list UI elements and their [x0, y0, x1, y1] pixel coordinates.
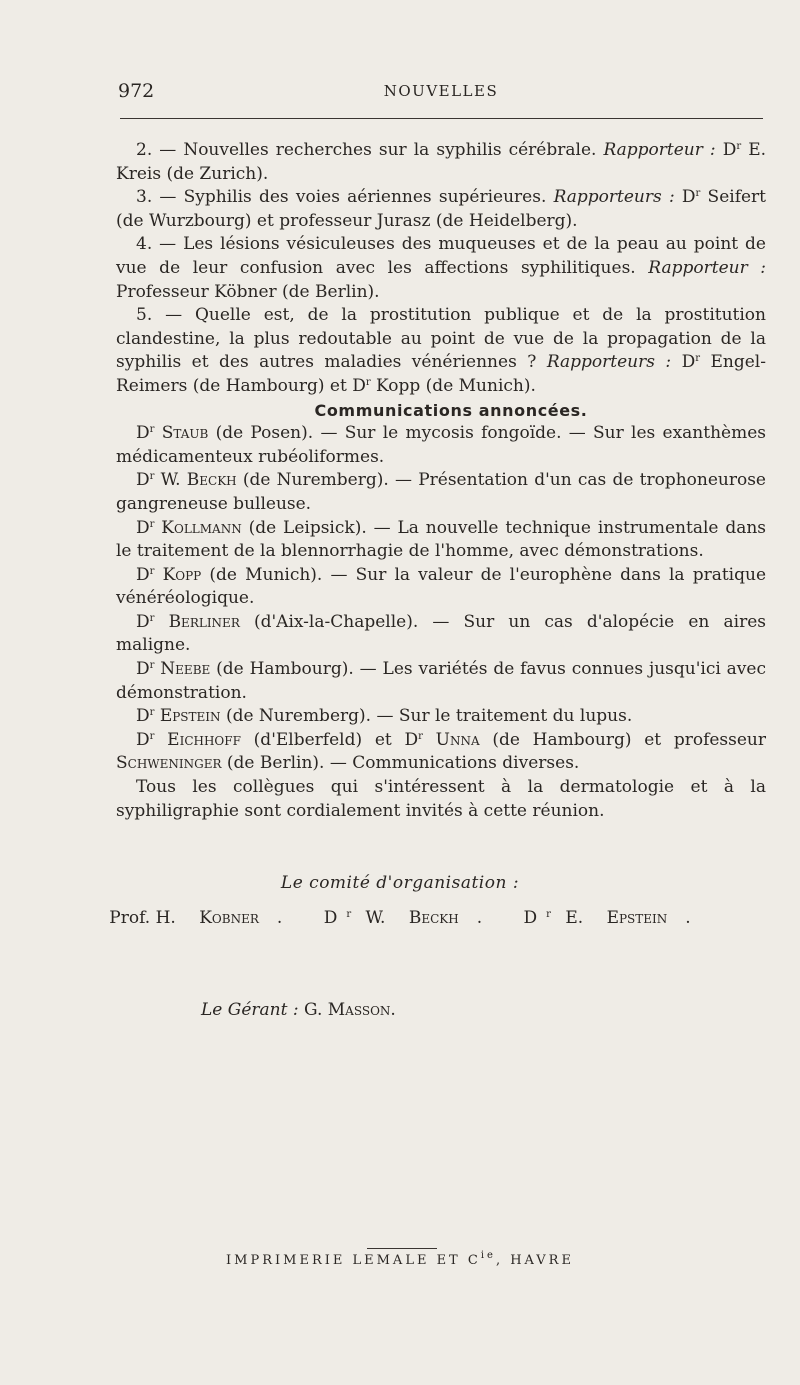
author-name: Kopp [162, 564, 202, 585]
title-prefix: D [136, 564, 150, 585]
signature-prefix: E. [559, 908, 589, 928]
superscript: r [149, 730, 155, 742]
communication-text: (d'Elberfeld) et D [240, 729, 419, 750]
title-prefix: D [136, 706, 150, 727]
item-2-role: Rapporteur : [603, 140, 716, 160]
superscript: r [346, 909, 352, 920]
signature-suffix: . [276, 908, 283, 928]
signature-name: Beckh [408, 908, 459, 928]
signature-kobner [100, 908, 291, 928]
item-2-text: 2. — Nouvelles recherches sur la syphilis cérébrale. [136, 140, 604, 160]
item-4-text: 4. — Les lésions vésiculeuses des muqueuses et de la peau au point de vue de leur confusion avec les affections syphilitiques. [116, 234, 766, 278]
item-4-name: Professeur Köbner (de Berlin). [116, 281, 380, 302]
space [154, 423, 161, 443]
committee-line: Le comité d'organisation : [280, 873, 520, 893]
title-prefix: D [674, 187, 696, 208]
item-5-role: Rapporteurs : [546, 352, 672, 373]
title-prefix: D [136, 517, 150, 538]
communication-beckh [116, 469, 766, 516]
printer-text: IMPRIMERIE LEMALE ET C [226, 1253, 481, 1268]
space [154, 612, 168, 632]
superscript: r [736, 141, 742, 152]
author-name: Neebe [160, 659, 211, 680]
gerant-line [201, 1000, 396, 1020]
superscript: r [695, 353, 701, 365]
gerant-name: Masson [327, 1000, 391, 1020]
item-2 [116, 139, 766, 186]
author-name: Berliner [168, 611, 240, 632]
signature-prefix: W. [360, 908, 391, 928]
communication-kopp [116, 564, 766, 611]
header [118, 76, 764, 106]
item-4-role: Rapporteur : [648, 257, 766, 278]
header-rule [120, 118, 763, 119]
running-title: NOUVELLES [383, 82, 499, 100]
communication-text: (d'Aix-la-Chapelle). — Sur un cas d'alopécie en aires maligne. [116, 611, 766, 656]
printer-imprint [0, 1250, 800, 1268]
communication-text: (de Posen). — Sur le mycosis fongoïde. — Sur les exanthèmes médicamenteux rubéoliformes. [116, 423, 767, 467]
body-text [116, 139, 766, 823]
communication-staub [116, 422, 766, 469]
page-number: 972 [118, 80, 155, 102]
gerant-suffix: . [390, 1000, 396, 1020]
title-prefix: D [136, 611, 150, 632]
title-prefix: D [136, 729, 150, 750]
superscript: ie [480, 1250, 496, 1261]
superscript: r [695, 188, 701, 200]
initial: W. [154, 470, 187, 491]
printer-rule [367, 1248, 437, 1249]
signature-name: Kobner [199, 908, 259, 928]
superscript: r [149, 518, 155, 530]
item-5-text: 5. — Quelle est, de la prostitution publique et de la prostitution clandestine, la plus redoutable au point de vue de la propagation de la syphilis et des autres maladies vénériennes ? [116, 305, 766, 373]
title-prefix: D [715, 140, 737, 160]
author-name: Epstein [159, 706, 221, 727]
author-name: Schweninger [116, 753, 222, 774]
title-prefix: D [136, 470, 150, 491]
communication-kollmann [116, 517, 766, 564]
signature-suffix: . [685, 908, 691, 928]
signature-suffix: . [476, 908, 483, 928]
title-prefix: D [323, 908, 338, 928]
superscript: r [149, 471, 155, 483]
signature-beckh [315, 908, 491, 928]
title-prefix: D [523, 908, 538, 928]
space [154, 730, 167, 750]
superscript: r [149, 707, 155, 719]
item-5 [116, 304, 766, 398]
author-name: Eichhoff [167, 729, 241, 750]
space [423, 730, 436, 750]
closing-paragraph: Tous les collègues qui s'intéressent à la dermatologie et à la syphiligraphie sont cordialement invités à cette réunion. [116, 777, 766, 821]
item-5-name-2: Kopp (de Munich). [370, 375, 536, 396]
communication-text: (de Hambourg) et professeur [479, 729, 767, 750]
title-prefix: D [136, 423, 150, 444]
item-4 [116, 233, 766, 304]
gerant-initial: G. [298, 1000, 328, 1020]
title-prefix: D [671, 352, 696, 373]
superscript: r [149, 565, 155, 577]
item-2-name: E. Kreis (de Zurich). [116, 140, 767, 184]
superscript: r [149, 612, 155, 624]
author-name: Kollmann [161, 517, 242, 538]
communication-text: (de Berlin). — Communications diverses. [221, 753, 580, 774]
communication-text: (de Munich). — Sur la valeur de l'europhène dans la pratique vénéréologique. [116, 564, 767, 609]
gerant-label: Le Gérant : [201, 1000, 299, 1020]
communication-epstein [116, 705, 766, 729]
communication-berliner [116, 611, 766, 658]
signatures [0, 908, 800, 928]
superscript: r [546, 909, 551, 920]
signature-epstein [515, 908, 700, 928]
space [154, 565, 162, 585]
printer-city: , HAVRE [495, 1253, 574, 1268]
communication-text: (de Hambourg). — Les variétés de favus connues jusqu'ici avec démonstration. [116, 659, 766, 703]
item-3 [116, 186, 766, 233]
superscript: r [365, 376, 371, 388]
communication-neebe [116, 658, 766, 705]
item-3-name: Seifert (de Wurzbourg) et professeur Jurasz (de Heidelberg). [116, 187, 766, 231]
communication-text: (de Nuremberg). — Sur le traitement du lupus. [220, 706, 633, 727]
title-prefix: D [136, 659, 150, 680]
superscript: r [149, 424, 155, 436]
communication-eichhoff [116, 729, 766, 776]
author-name: Unna [435, 729, 480, 750]
communication-text: (de Nuremberg). — Présentation d'un cas de trophoneurose gangreneuse bulleuse. [116, 470, 766, 514]
author-name: Staub [161, 423, 209, 444]
signature-name: Epstein [606, 908, 668, 928]
item-3-text: 3. — Syphilis des voies aériennes supérieures. [136, 187, 554, 208]
signature-prefix: Prof. H. [109, 908, 182, 928]
superscript: r [418, 730, 423, 742]
item-5-name: Engel-Reimers (de Hambourg) et D [116, 352, 766, 396]
section-heading: Communications annoncées. [314, 400, 588, 420]
author-name: Beckh [186, 470, 237, 491]
item-3-role: Rapporteurs : [553, 187, 675, 208]
superscript: r [149, 660, 155, 672]
communication-text: (de Leipsick). — La nouvelle technique instrumentale dans le traitement de la blennorrhagie de l'homme, avec démonstrations. [116, 517, 767, 562]
